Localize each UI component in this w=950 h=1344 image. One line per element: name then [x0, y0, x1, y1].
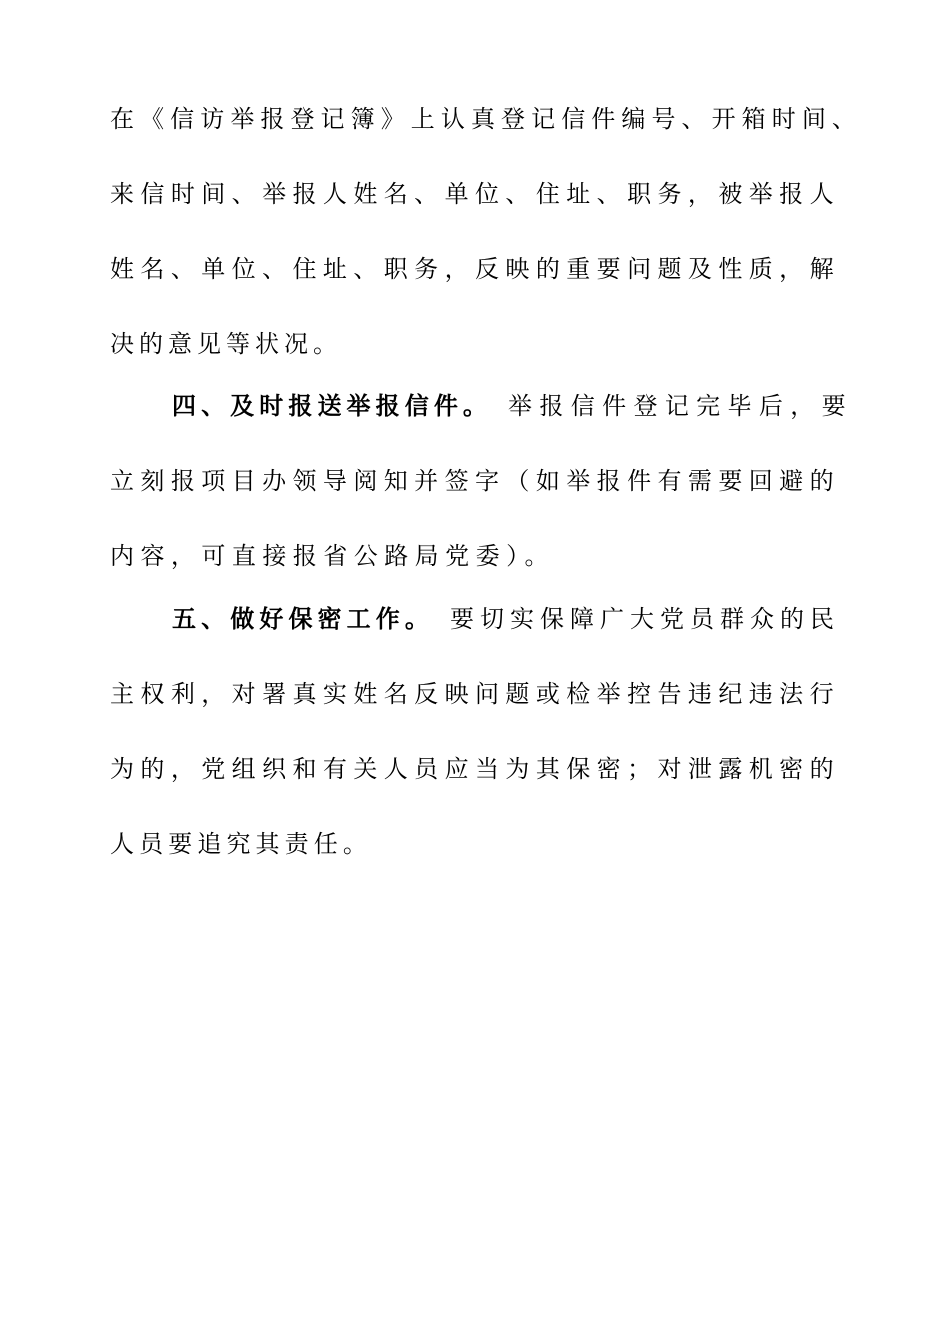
text-line: 要切实保障广大党员群众的民	[450, 605, 840, 633]
paragraph-1-line-1	[0, 99, 950, 139]
text-line: 来信时间、举报人姓名、单位、住址、职务，被举报人	[110, 180, 840, 208]
text-line: 在《信访举报登记簿》上认真登记信件编号、开箱时间、	[110, 105, 862, 133]
section-5-line-2	[0, 674, 950, 714]
text-line: 人员要追究其责任。	[110, 830, 372, 858]
section-4-heading: 四、及时报送举报信件。	[172, 391, 492, 420]
paragraph-1-line-2	[0, 174, 950, 214]
section-5-line-3	[0, 749, 950, 789]
text-line: 为的，党组织和有关人员应当为其保密；对泄露机密的	[110, 755, 840, 783]
text-line: 内容，可直接报省公路局党委）。	[110, 542, 555, 570]
section-5-line-4	[0, 824, 950, 864]
section-4-line-1	[0, 386, 950, 426]
section-4-line-3	[0, 536, 950, 576]
text-line: 姓名、单位、住址、职务，反映的重要问题及性质，解	[110, 255, 840, 283]
text-line: 举报信件登记完毕后，要	[508, 392, 853, 420]
text-line: 决的意见等状况。	[110, 330, 342, 358]
section-5-heading: 五、做好保密工作。	[172, 604, 434, 633]
section-5-line-1	[0, 599, 950, 639]
paragraph-1-line-4	[0, 324, 950, 364]
paragraph-1-line-3	[0, 249, 950, 289]
section-4-line-2	[0, 461, 950, 501]
text-line: 立刻报项目办领导阅知并签字（如举报件有需要回避的	[110, 467, 840, 495]
text-line: 主权利，对署真实姓名反映问题或检举控告违纪违法行	[110, 680, 840, 708]
